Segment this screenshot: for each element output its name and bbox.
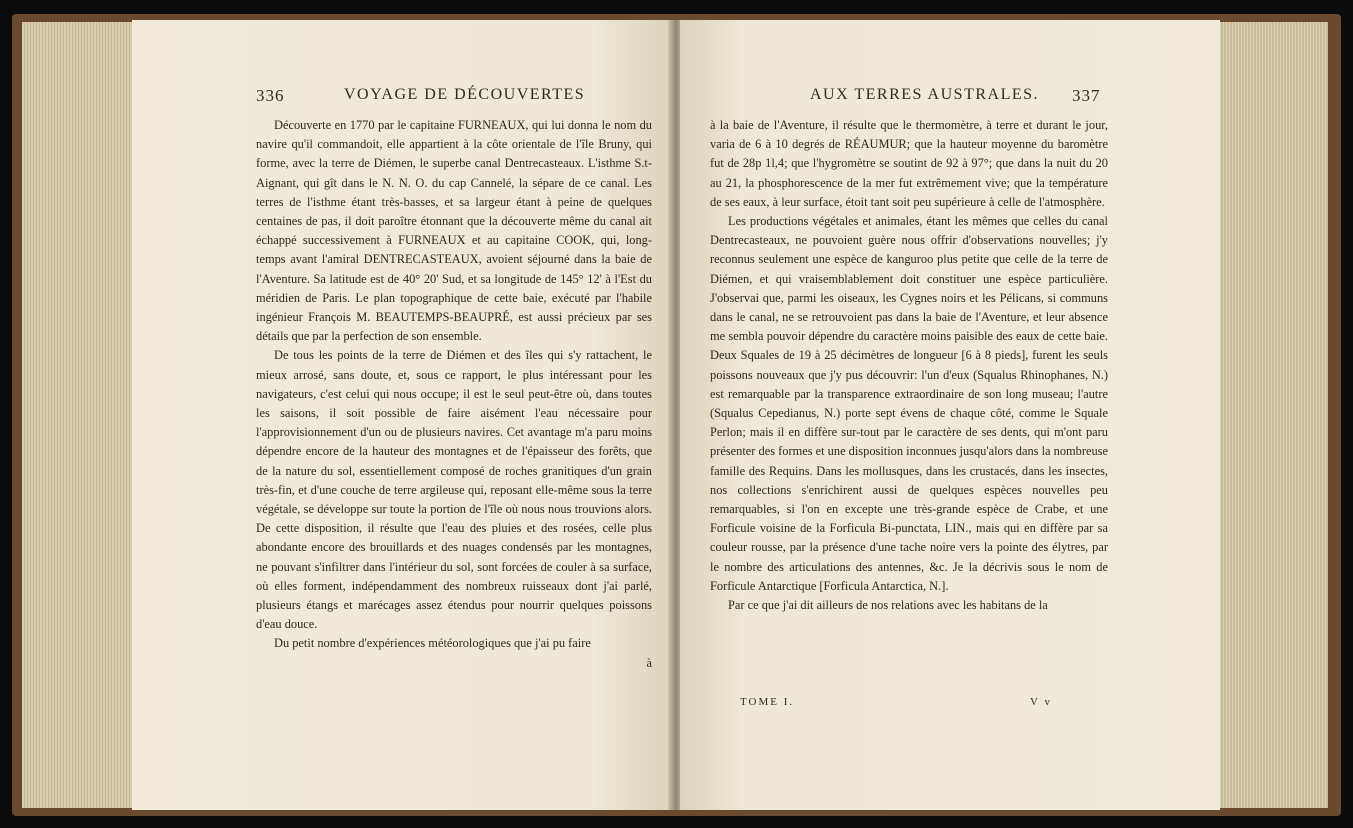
page-edges-left bbox=[22, 22, 142, 808]
right-page bbox=[680, 20, 1220, 810]
right-paragraph-3: Par ce que j'ai dit ailleurs de nos relations avec les habitans de la bbox=[728, 598, 1048, 613]
left-page-number: 336 bbox=[256, 86, 285, 105]
right-running-head: AUX TERRES AUSTRALES. bbox=[810, 86, 1040, 103]
left-body-text bbox=[256, 116, 652, 673]
left-running-head: VOYAGE DE DÉCOUVERTES bbox=[344, 86, 586, 103]
right-body-text bbox=[710, 116, 1108, 615]
left-paragraph-3: Du petit nombre d'expériences météorologiques que j'ai pu faire bbox=[274, 636, 591, 651]
right-paragraph-1: à la baie de l'Aventure, il résulte que le thermomètre, à terre et durant le jour, varia de 6 à 10 degrés de RÉAUMUR; que la hauteur moyenne du baromètre fut de 28p 1l,4; que l'hygromètre se soutint de 92 à 97°; que dans la nuit du 20 au 21, la phosphorescence de la mer fut extrêmement vive; que la température de ses eaux, à leur surface, étoit tant soit peu supérieure à celle de l'atmosphère. bbox=[710, 118, 1108, 209]
left-paragraph-1: Découverte en 1770 par le capitaine FURNEAUX, qui lui donna le nom du navire qu'il commandoit, elle appartient à la côte orientale de l'île Bruny, qui forme, avec la terre de Diémen, le superbe canal Dentrecasteaux. L'isthme S.t-Aignant, qui gît dans le N. N. O. du cap Cannelé, la sépare de ce canal. Les terres de l'isthme étant très-basses, et sa largeur étant à peine de quelques centaines de pas, il doit paroître étonnant que la découverte même du canal ait échappé successivement à FURNEAUX et au capitaine COOK, qui, long-temps avant l'amiral DENTRECASTEAUX, avoient séjourné dans la baie de l'Aventure. Sa latitude est de 40° 20' Sud, et sa longitude de 145° 12' à l'Est du méridien de Paris. Le plan topographique de cette baie, exécuté par l'habile ingénieur François M. BEAUTEMPS-BEAUPRÉ, est aussi précieux par ses détails que par la perfection de son ensemble. bbox=[256, 118, 652, 344]
left-catchword: à bbox=[646, 655, 652, 670]
right-paragraph-2: Les productions végétales et animales, étant les mêmes que celles du canal Dentrecasteaux, ne pouvoient guère nous offrir d'observations nouvelles; j'y reconnus seulement une espèce de kanguroo plus petite que celle de la terre de Diémen, et qui vraisemblablement doit constituer une espèce particulière. J'observai que, parmi les oiseaux, les Cygnes noirs et les Pélicans, si communs dans le canal, ne se retrouvoient pas dans la baie de l'Aventure, et leur absence me sembla pouvoir dépendre du caractère moins paisible des eaux de cette baie. Deux Squales de 19 à 25 décimètres de longueur [6 à 8 pieds], furent les seuls poissons nouveaux que j'y pus découvrir: l'un d'eux (Squalus Rhinophanes, N.) est remarquable par la transparence extraordinaire de son long museau; l'autre (Squalus Cepedianus, N.) porte sept évens de chaque côté, comme le Squale Perlon; mais il en diffère sur-tout par le caractère de ses dents, qui m'ont paru présenter des formes et une disposition inconnues jusqu'alors dans la nombreuse famille des Requins. Dans les mollusques, dans les crustacés, dans les insectes, nos collections s'enrichirent aussi de quelques espèces nouvelles peu remarquables, si l'on en excepte une très-grande espèce de Crabe, et une Forficule voisine de la Forficula Bi-punctata, LIN., mais qui en diffère par sa couleur rousse, par la présence d'une tache noire vers la pointe des élytres, par le nombre des articulations des antennes, &c. Je la décrivis sous le nom de Forficule Antarctique [Forficula Antarctica, N.]. bbox=[710, 214, 1108, 593]
right-page-number: 337 bbox=[1072, 86, 1101, 105]
left-paragraph-2: De tous les points de la terre de Diémen et des îles qui s'y rattachent, le mieux arrosé, sans doute, et, sous ce rapport, le plus intéressant pour les navigateurs, c'est celui qui nous occupe; il est le seul peut-être où, dans toutes les saisons, il soit possible de faire aisément l'eau nécessaire pour l'approvisionnement d'un ou de plusieurs navires. Cet avantage m'a paru moins dépendre encore de la hauteur des montagnes et de l'épaisseur des forêts, que de la nature du sol, essentiellement composé de roches granitiques d'un grain très-fin, et d'une couche de terre argileuse qui, reposant elle-même sous la terre végétale, se développe sur toute la portion de l'île où nous nous trouvions alors. De cette disposition, il résulte que l'eau des pluies et des rosées, celle plus abondante encore des brouillards et des nuages condensés par les montagnes, ne pouvant s'infiltrer dans l'intérieur du sol, sont forcées de couler à sa surface, où elles forment, indépendamment des nombreux ruisseaux dont j'ai parlé, plusieurs étangs et marécages assez étendus pour nourrir quelques poissons d'eau douce. bbox=[256, 348, 652, 632]
signature-mark: V v bbox=[1030, 696, 1052, 708]
signature-tome: TOME I. bbox=[740, 696, 795, 708]
left-page bbox=[132, 20, 672, 810]
